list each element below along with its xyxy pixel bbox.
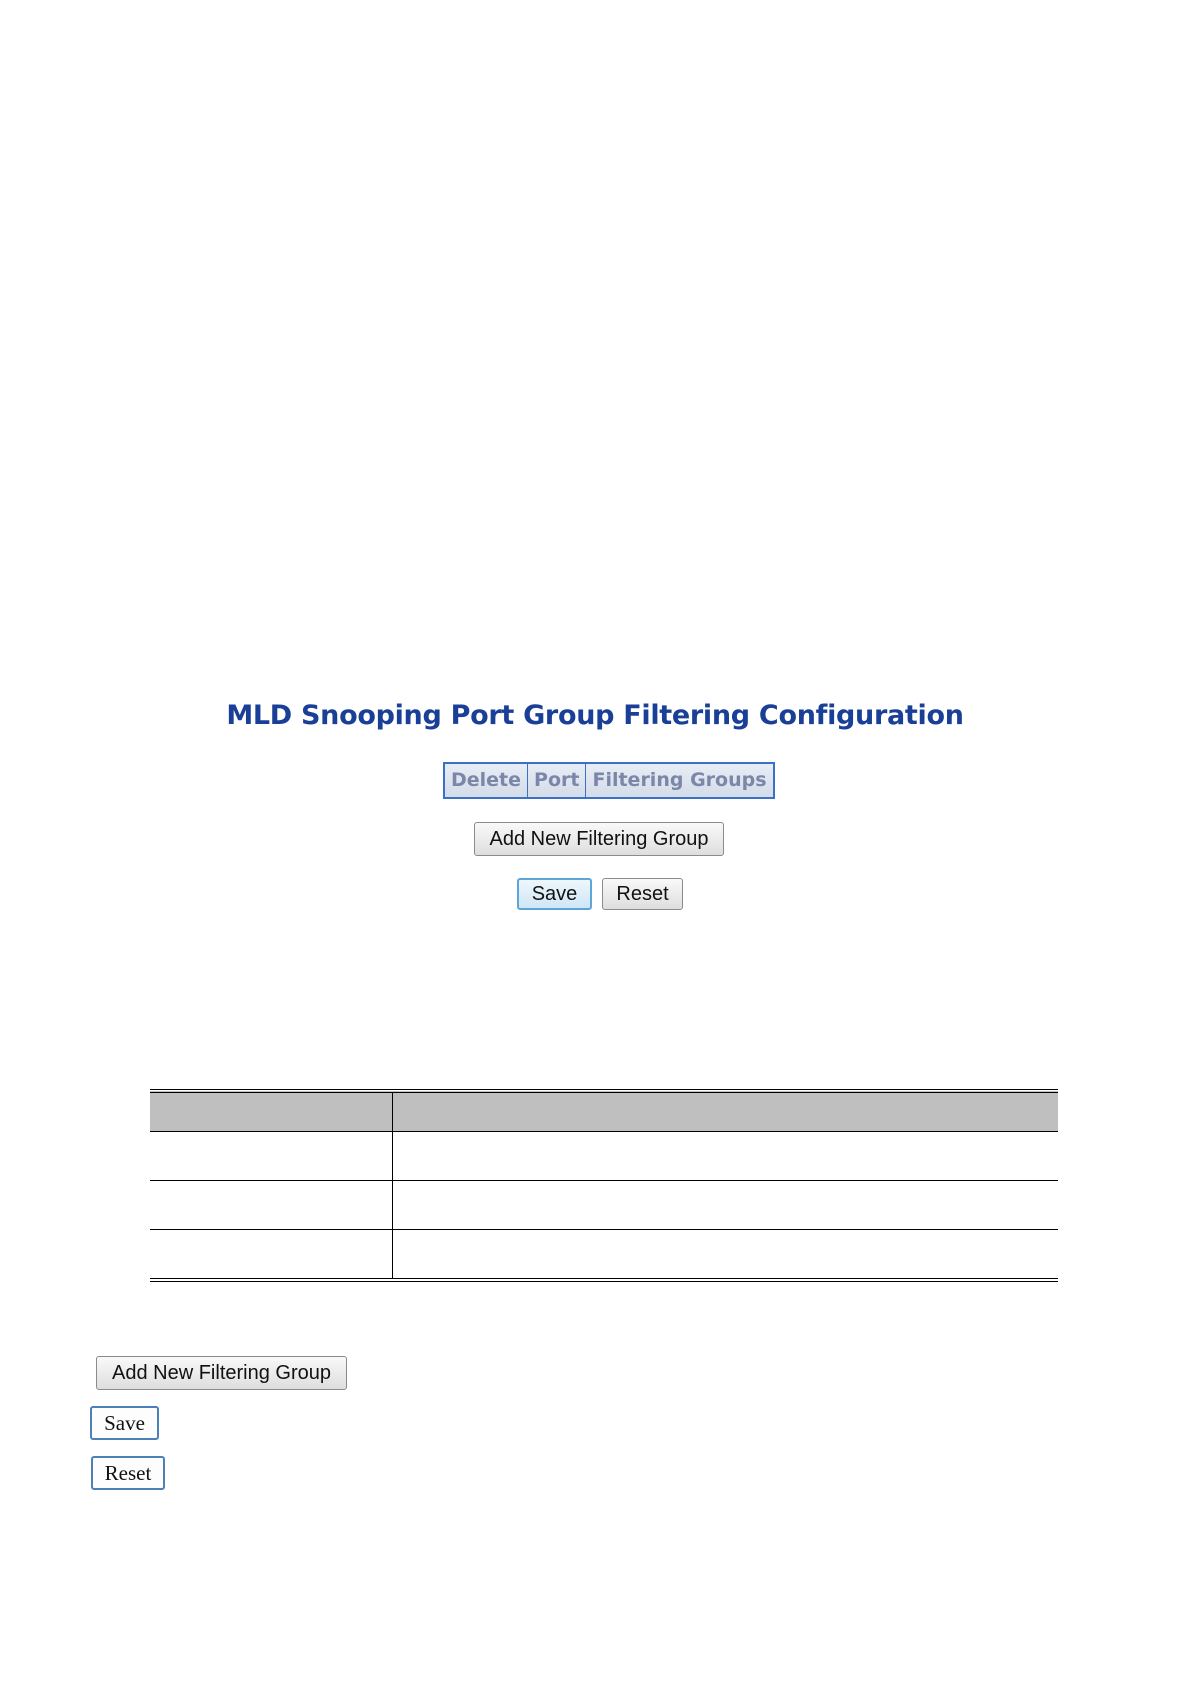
legend-reset-button[interactable]: Reset xyxy=(91,1456,165,1490)
object-cell xyxy=(150,1181,393,1230)
column-header-delete: Delete xyxy=(445,764,527,797)
table-row xyxy=(150,1132,1058,1181)
column-header-filtering-groups: Filtering Groups xyxy=(585,764,772,797)
column-header-port: Port xyxy=(527,764,585,797)
object-cell xyxy=(150,1132,393,1181)
config-screenshot xyxy=(0,700,1190,920)
table-row xyxy=(150,1181,1058,1230)
port-filter-table xyxy=(443,762,775,799)
legend-add-new-filtering-group-button[interactable]: Add New Filtering Group xyxy=(96,1356,347,1390)
add-new-filtering-group-button[interactable]: Add New Filtering Group xyxy=(474,822,724,856)
page-title: MLD Snooping Port Group Filtering Configuration xyxy=(226,700,964,731)
description-column-header xyxy=(393,1091,1059,1132)
legend-save-button[interactable]: Save xyxy=(90,1406,159,1440)
reset-button[interactable]: Reset xyxy=(602,878,683,910)
object-cell xyxy=(150,1230,393,1281)
description-cell xyxy=(393,1181,1059,1230)
description-cell xyxy=(393,1132,1059,1181)
description-cell xyxy=(393,1230,1059,1281)
table-row xyxy=(150,1230,1058,1281)
object-column-header xyxy=(150,1091,393,1132)
description-table-header xyxy=(150,1091,1058,1132)
table-header-row xyxy=(445,764,773,797)
description-table xyxy=(150,1089,1058,1282)
save-button[interactable]: Save xyxy=(517,878,592,910)
